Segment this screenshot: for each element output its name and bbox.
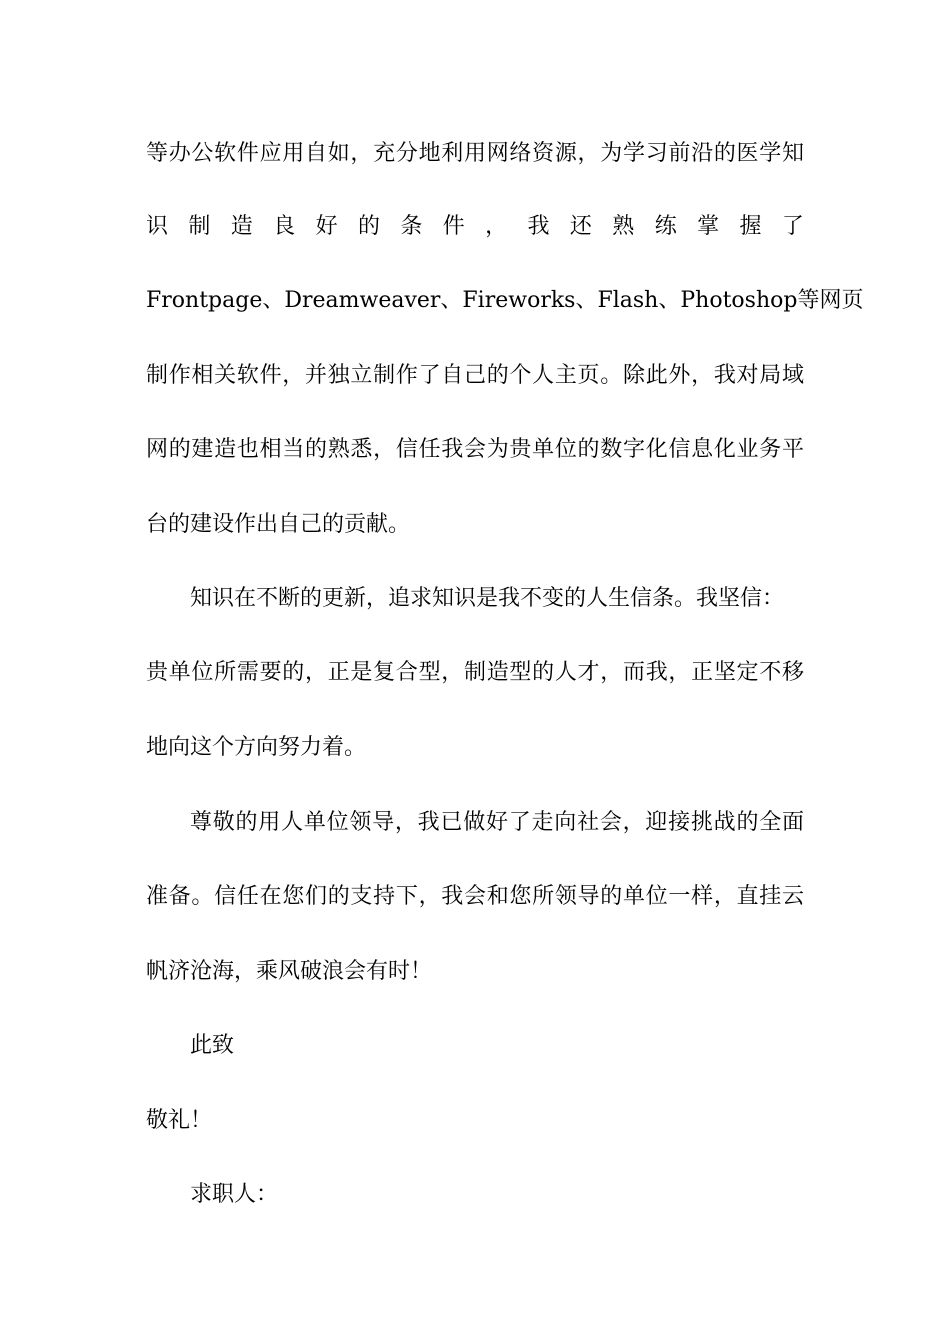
spread-char: 了 [781, 214, 804, 239]
spread-char: 造 [230, 214, 253, 239]
paragraph-2-line-2: 贵单位所需要的，正是复合型，制造型的人才，而我，正坚定不移 [146, 660, 804, 685]
spread-char: 我 [527, 214, 550, 239]
closing-salutation: 此致 [190, 1033, 235, 1058]
spread-char: 良 [273, 214, 296, 239]
closing-regards: 敬礼！ [146, 1108, 213, 1133]
spread-char: 熟 [612, 214, 635, 239]
spread-char: 件 [442, 214, 465, 239]
signature-label: 求职人： [190, 1182, 279, 1207]
spread-char: 还 [569, 214, 592, 239]
spread-char: 好 [315, 214, 338, 239]
paragraph-3-line-2: 准备。信任在您们的支持下，我会和您所领导的单位一样，直挂云 [146, 884, 804, 909]
paragraph-3-line-3: 帆济沧海，乘风破浪会有时！ [146, 959, 433, 984]
spread-char: 制 [188, 214, 211, 239]
spread-char: 识 [146, 214, 169, 239]
paragraph-1-line-5: 网的建造也相当的熟悉，信任我会为贵单位的数字化信息化业务平 [146, 437, 804, 462]
paragraph-2-line-1: 知识在不断的更新，追求知识是我不变的人生信条。我坚信： [190, 586, 785, 611]
spread-char: 握 [739, 214, 762, 239]
spread-char: 练 [654, 214, 677, 239]
paragraph-1-line-2 [146, 212, 804, 242]
paragraph-1-line-6: 台的建设作出自己的贡献。 [146, 512, 411, 537]
paragraph-2-line-3: 地向这个方向努力着。 [146, 735, 367, 760]
paragraph-3-line-1: 尊敬的用人单位领导，我已做好了走向社会，迎接挑战的全面 [190, 810, 804, 835]
paragraph-1-line-1: 等办公软件应用自如，充分地利用网络资源，为学习前沿的医学知 [146, 141, 804, 166]
spread-char: ， [485, 214, 508, 239]
spread-char: 条 [400, 214, 423, 239]
spread-char: 的 [357, 214, 380, 239]
paragraph-1-line-4: 制作相关软件，并独立制作了自己的个人主页。除此外，我对局域 [146, 363, 804, 388]
spread-char: 掌 [697, 214, 720, 239]
paragraph-1-line-3: Frontpage、Dreamweaver、Fireworks、Flash、Photoshop等网页 [146, 288, 864, 313]
